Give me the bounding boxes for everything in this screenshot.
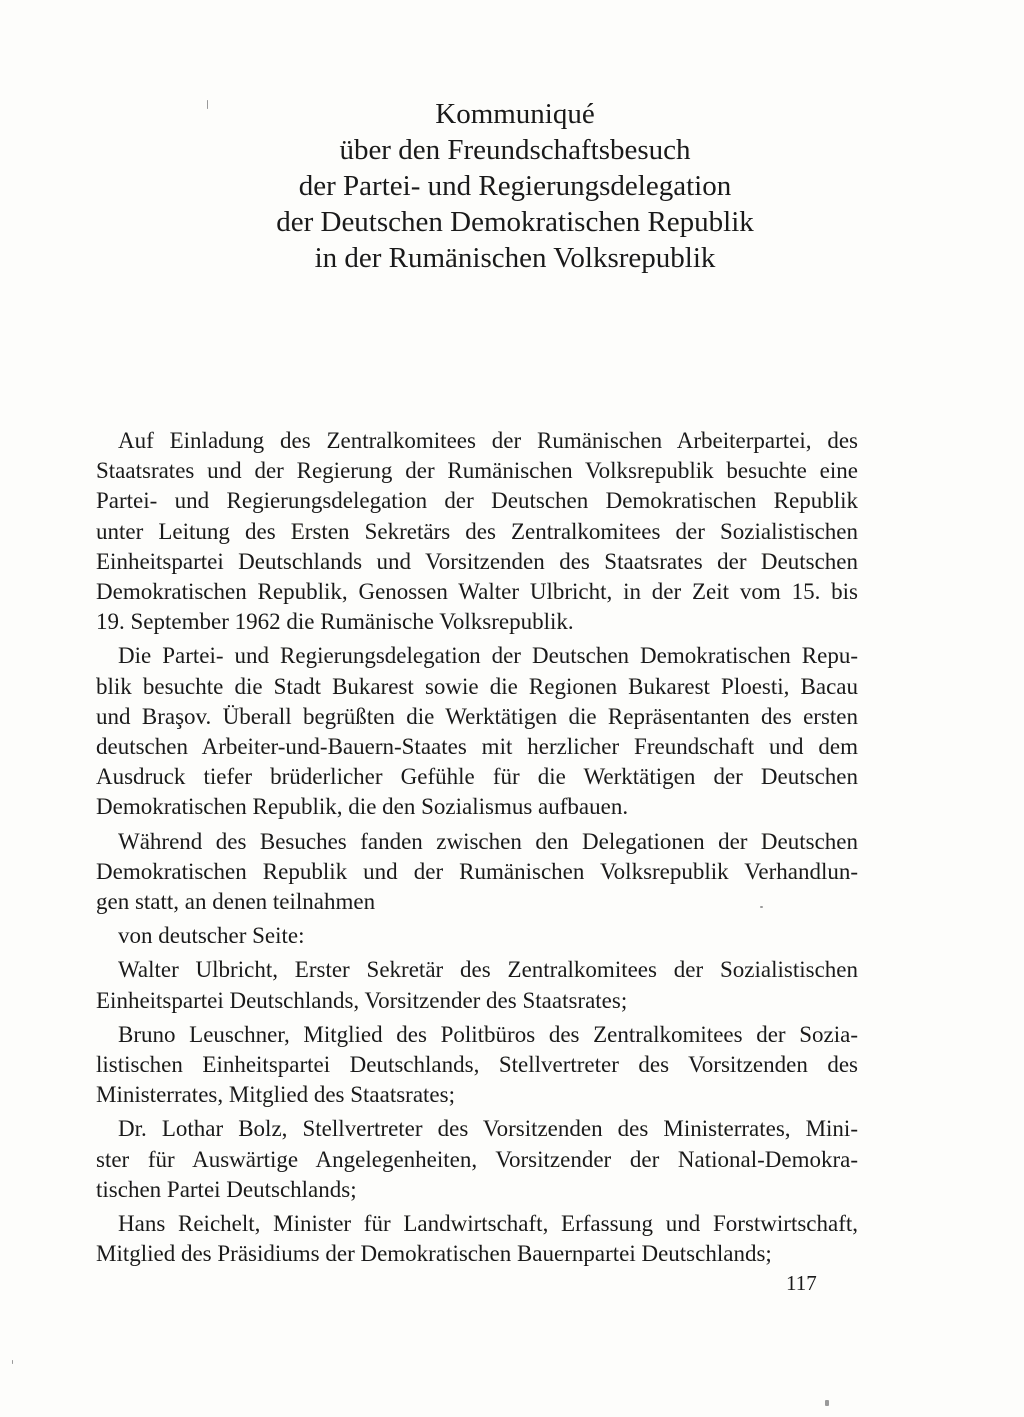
delegate-ulbricht — [96, 955, 858, 1015]
text-line: Ausdruck tiefer brüderlicher Gefühle für die Werktätigen der Deutschen — [96, 764, 858, 790]
text-line: Bruno Leuschner, Mitglied des Politbüros des Zentralkomitees der Sozia- — [118, 1021, 858, 1047]
text-line: tischen Partei Deutschlands; — [96, 1176, 357, 1202]
scan-speck — [12, 1360, 13, 1364]
text-line: Dr. Lothar Bolz, Stellvertreter des Vorsitzenden des Ministerrates, Mini- — [118, 1116, 858, 1142]
text-line: unter Leitung des Ersten Sekretärs des Zentralkomitees der Sozialistischen — [96, 518, 858, 544]
paragraph-german-side — [96, 921, 858, 951]
document-title — [160, 96, 870, 276]
text-line: Walter Ulbricht, Erster Sekretär des Zentralkomitees der Sozialistischen — [118, 957, 858, 983]
text-line: Während des Besuches fanden zwischen den Delegationen der Deutschen — [118, 828, 858, 854]
text-line: gen statt, an denen teilnahmen — [96, 889, 376, 915]
text-line: ster für Auswärtige Angelegenheiten, Vorsitzender der National-Demokra- — [96, 1146, 858, 1172]
text-line: Die Partei- und Regierungsdelegation der Deutschen Demokratischen Repu- — [118, 643, 858, 669]
delegate-leuschner — [96, 1020, 858, 1111]
text-line: Demokratischen Republik, die den Sozialismus aufbauen. — [96, 794, 629, 820]
paragraph-invitation — [96, 426, 858, 637]
text-line: listischen Einheitspartei Deutschlands, Stellvertreter des Vorsitzenden des — [96, 1052, 858, 1078]
title-line: der Deutschen Demokratischen Republik — [276, 206, 754, 238]
text-line: Auf Einladung des Zentralkomitees der Rumänischen Arbeiterpartei, des — [118, 428, 858, 453]
text-line: Mitglied des Präsidiums der Demokratischen Bauernpartei Deutschlands; — [96, 1241, 772, 1267]
text-line: Demokratischen Republik und der Rumänischen Volksrepublik Verhandlun- — [96, 858, 858, 884]
title-line: in der Rumänischen Volksrepublik — [314, 242, 716, 274]
text-line: Einheitspartei Deutschlands und Vorsitzenden des Staatsrates der Deutschen — [96, 548, 858, 574]
text-line: Einheitspartei Deutschlands, Vorsitzender des Staatsrates; — [96, 987, 628, 1013]
text-line: Partei- und Regierungsdelegation der Deutschen Demokratischen Republik — [96, 488, 858, 514]
title-line: Kommuniqué — [435, 98, 595, 130]
text-line: Hans Reichelt, Minister für Landwirtschaft, Erfassung und Forstwirtschaft, — [118, 1211, 858, 1237]
text-line: Staatsrates und der Regierung der Rumänischen Volksrepublik besuchte eine — [96, 458, 858, 484]
scan-speck — [207, 100, 208, 109]
scan-speck — [825, 1400, 829, 1406]
delegate-bolz — [96, 1114, 858, 1205]
text-line: Demokratischen Republik, Genossen Walter Ulbricht, in der Zeit vom 15. bis — [96, 579, 858, 605]
text-line: und Braşov. Überall begrüßten die Werktätigen die Repräsentanten des ersten — [96, 703, 858, 729]
title-line: der Partei- und Regierungsdelegation — [298, 170, 732, 202]
page-number: 117 — [786, 1271, 817, 1295]
scan-speck — [760, 906, 763, 908]
text-line: von deutscher Seite: — [118, 923, 305, 949]
text-line: deutschen Arbeiter-und-Bauern-Staates mit herzlicher Freundschaft und dem — [96, 734, 858, 760]
title-line: über den Freundschaftsbesuch — [339, 134, 691, 166]
text-line: 19. September 1962 die Rumänische Volksrepublik. — [96, 609, 574, 635]
paragraph-negotiations — [96, 827, 858, 918]
paragraph-visit — [96, 641, 858, 822]
document-body — [96, 426, 858, 1273]
text-line: Ministerrates, Mitglied des Staatsrates; — [96, 1082, 455, 1108]
text-line: blik besuchte die Stadt Bukarest sowie die Regionen Bukarest Ploesti, Bacau — [96, 673, 858, 699]
delegate-reichelt — [96, 1209, 858, 1269]
